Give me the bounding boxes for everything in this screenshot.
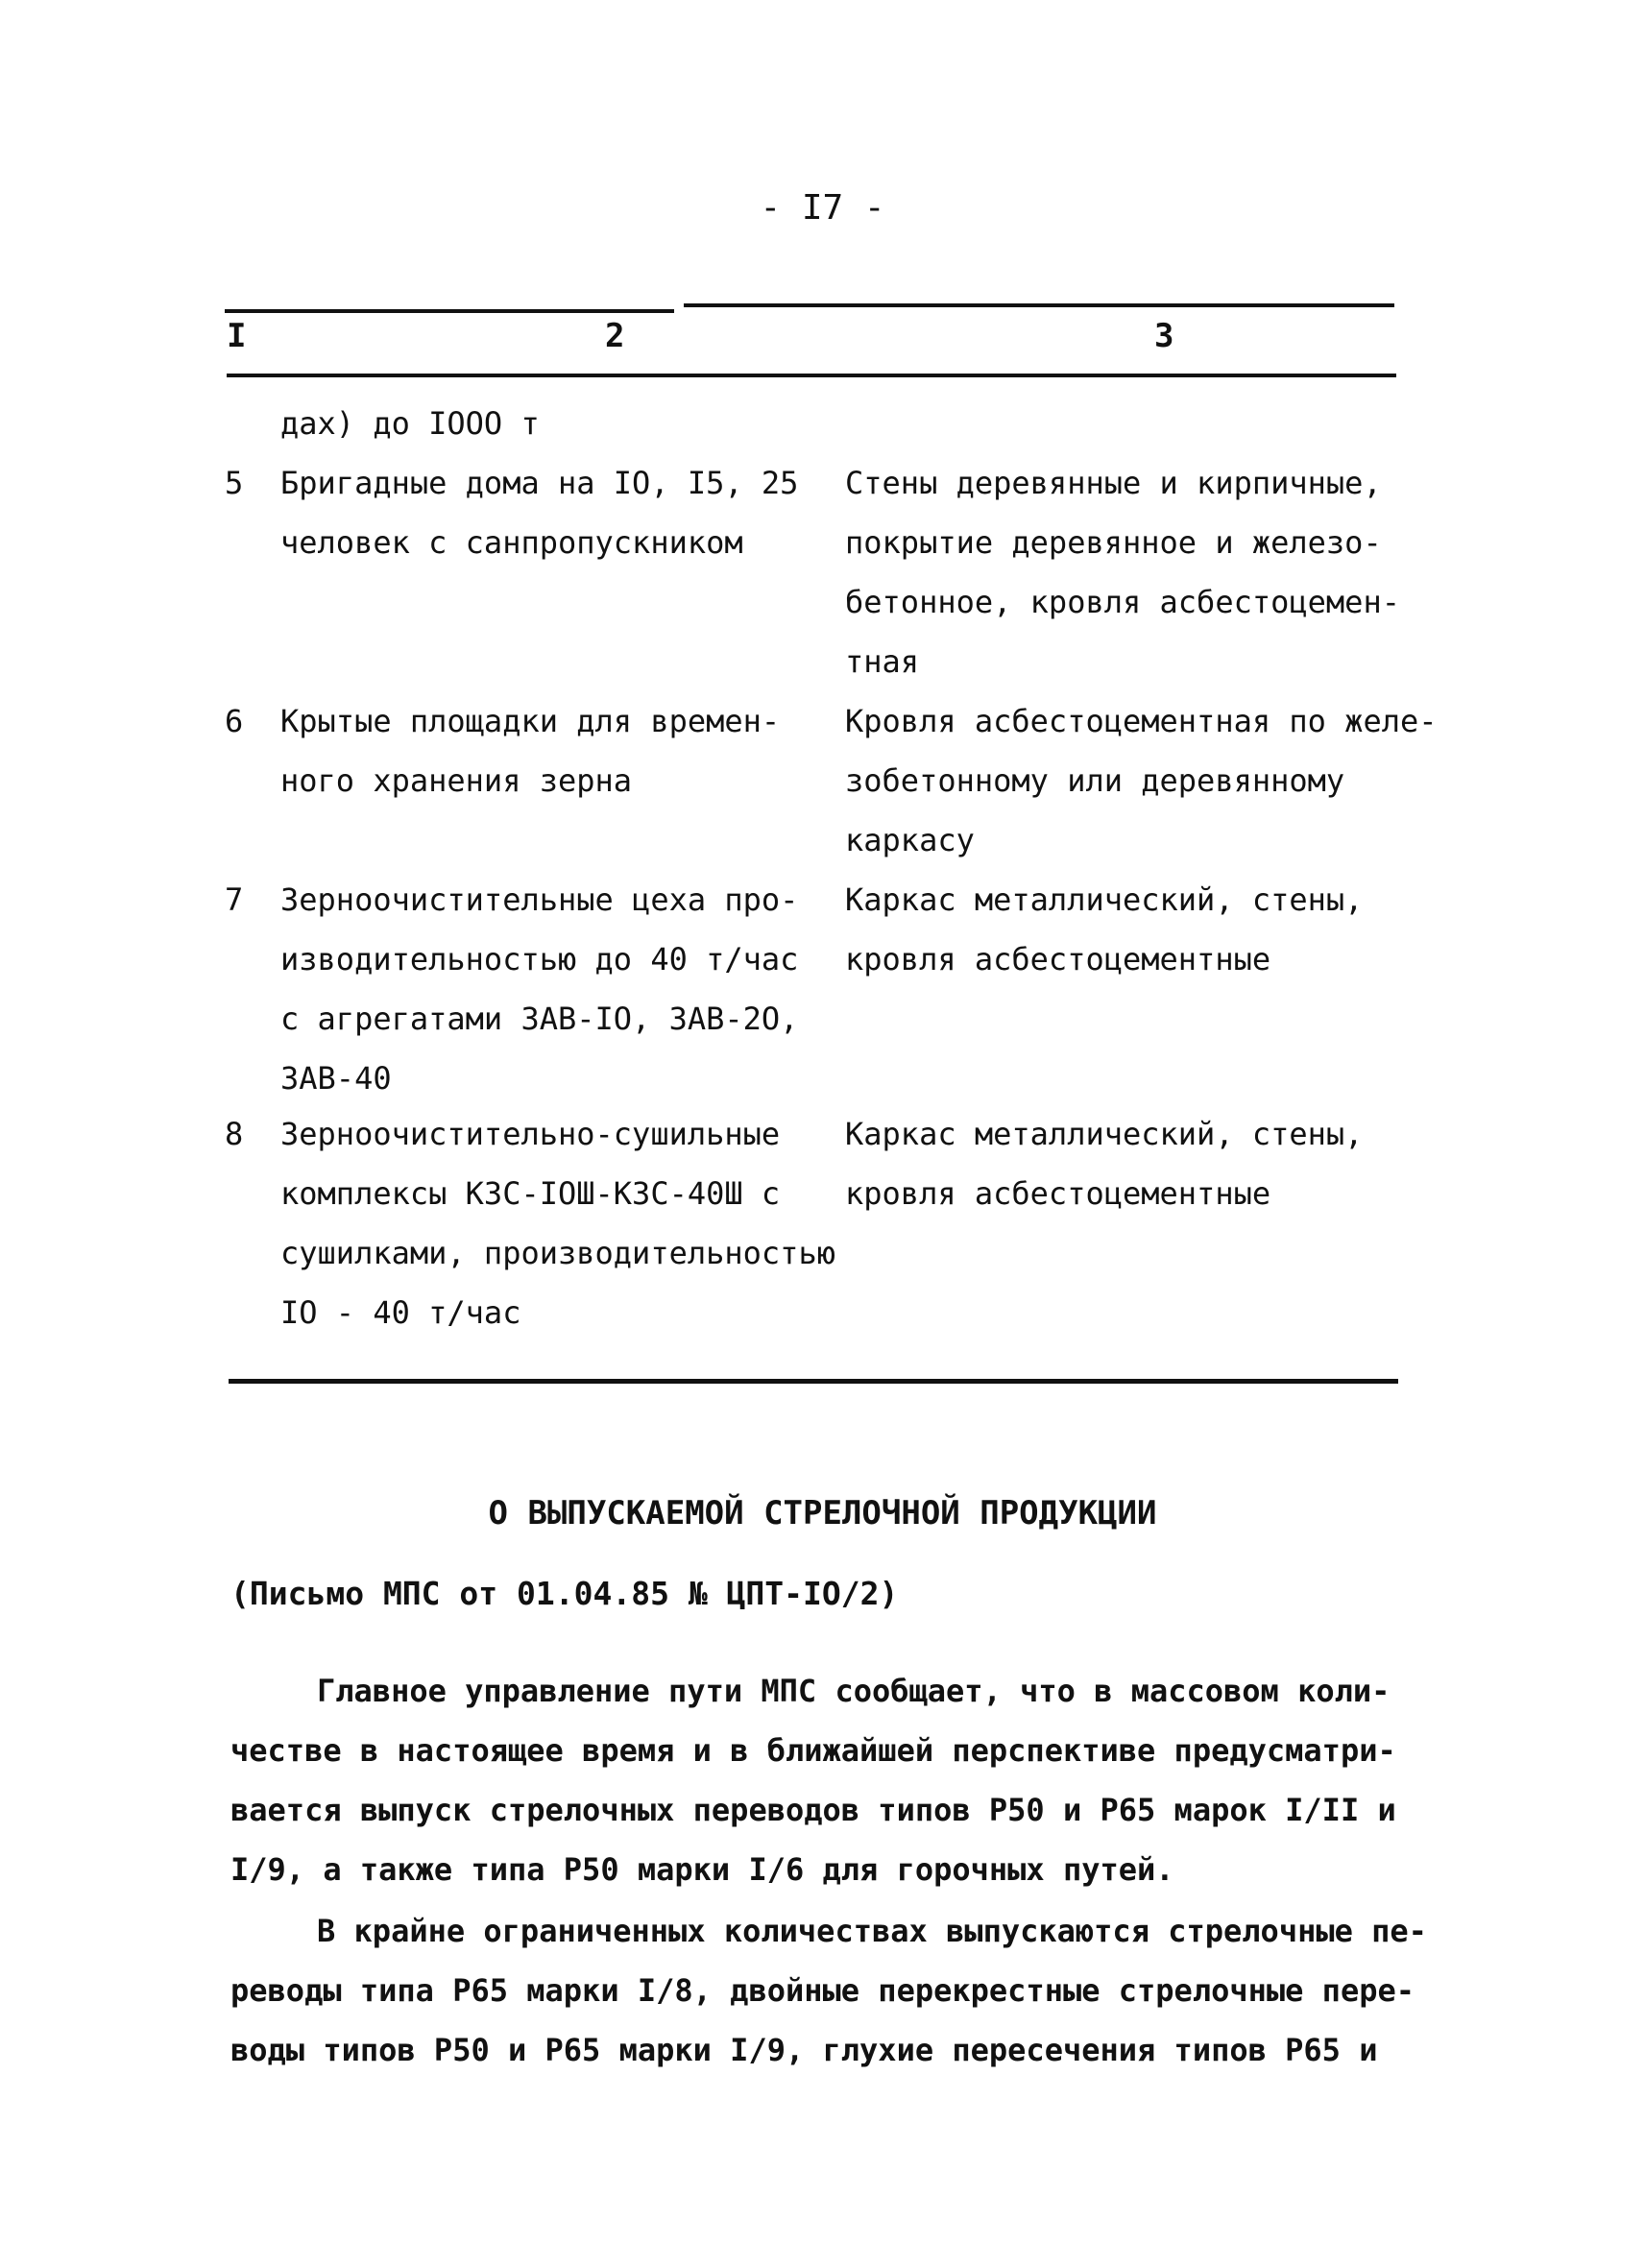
table-row xyxy=(225,453,1415,691)
continuation-text: дах) до IOOO т xyxy=(280,405,540,442)
page-number: - I7 - xyxy=(760,188,885,228)
construction-description: Каркас металлический, стены, кровля асбестоцементные xyxy=(845,881,1364,977)
column-header-2: 2 xyxy=(605,317,625,355)
table-top-rule-left xyxy=(225,309,674,313)
paragraph-1: Главное управление пути МПС сообщает, что в массовом коли- честве в настоящее время и в ближайшей перспективе предусматри- вается выпуск стрелочных переводов типов Р50 и Р65 марок I/II и I/9, а также типа Р50 марки I/6 для горочных путей. xyxy=(230,1673,1396,1888)
table-bottom-rule xyxy=(229,1379,1398,1384)
letter-reference: (Письмо МПС от 01.04.85 № ЦПТ-IO/2) xyxy=(230,1575,899,1612)
row-number: 8 xyxy=(225,1116,244,1152)
building-name: Зерноочистительные цеха про- изводительностью до 40 т/час с агрегатами ЗАВ-IO, ЗАВ-2O, ЗАВ-40 xyxy=(280,881,799,1097)
building-name: Крытые площадки для времен- ного хранения зерна xyxy=(280,703,781,799)
row-number: 7 xyxy=(225,881,244,918)
table-row xyxy=(225,1104,1415,1342)
row-number: 6 xyxy=(225,703,244,739)
column-header-1: I xyxy=(227,317,247,355)
table-row xyxy=(225,870,1415,1108)
construction-description: Каркас металлический, стены, кровля асбестоцементные xyxy=(845,1116,1364,1212)
section-heading: О ВЫПУСКАЕМОЙ СТРЕЛОЧНОЙ ПРОДУКЦИИ xyxy=(488,1494,1157,1532)
table-header-bottom-rule xyxy=(227,374,1396,377)
row-number: 5 xyxy=(225,465,244,501)
building-name: Зерноочистительно-сушильные комплексы КЗС-IOШ-КЗС-40Ш с сушилками, производительностью IO - 40 т/час xyxy=(280,1116,835,1331)
table-row xyxy=(225,691,1438,870)
column-header-3: 3 xyxy=(1154,317,1174,355)
building-name: Бригадные дома на IO, I5, 25 человек с санпропускником xyxy=(280,465,799,561)
construction-description: Стены деревянные и кирпичные, покрытие деревянное и железо- бетонное, кровля асбестоцемен- тная xyxy=(845,465,1400,680)
paragraph-2: В крайне ограниченных количествах выпускаются стрелочные пе- реводы типа Р65 марки I/8, двойные перекрестные стрелочные пере- воды типов Р50 и Р65 марки I/9, глухие пересечения типов Р65 и xyxy=(230,1913,1427,2068)
construction-description: Кровля асбестоцементная по желе- зобетонному или деревянному каркасу xyxy=(845,703,1438,858)
table-top-rule-right xyxy=(684,303,1394,307)
